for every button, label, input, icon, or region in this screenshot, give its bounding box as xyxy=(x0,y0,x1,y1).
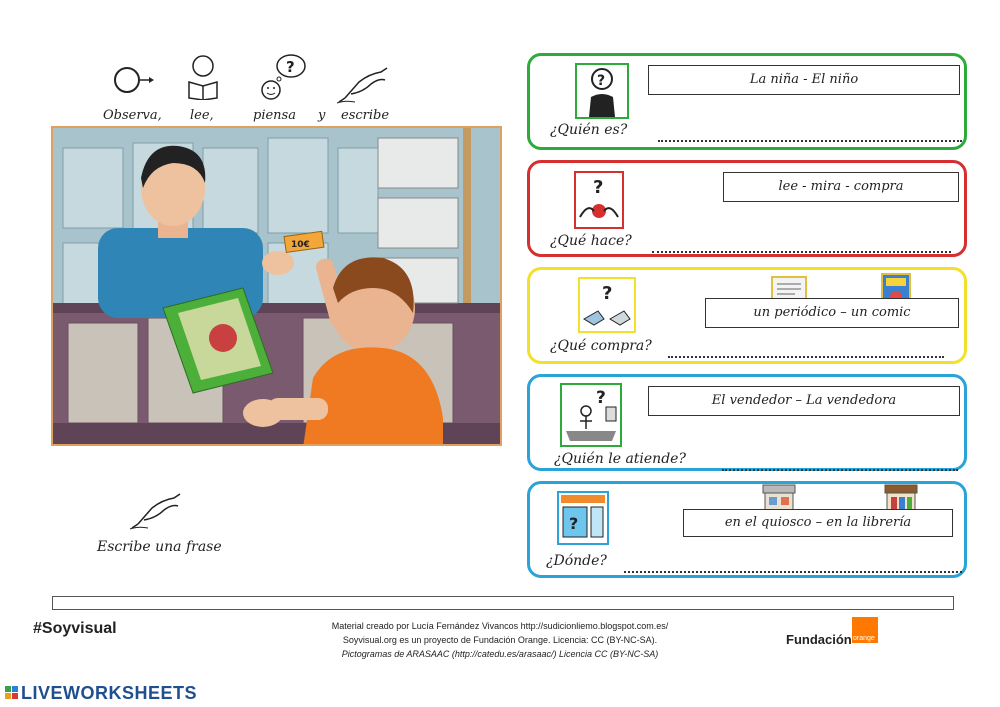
answer-input-what-does[interactable] xyxy=(652,235,951,253)
question-who-serves-label: ¿Quién le atiende? xyxy=(554,451,686,467)
question-where-label: ¿Dónde? xyxy=(546,553,607,569)
question-box-who xyxy=(527,53,967,150)
step-write-label: escribe xyxy=(341,108,390,123)
credit-line-1: Material creado por Lucía Fernández Vivancos http://sudicionliemo.blogspot.com.es/ xyxy=(331,621,669,631)
question-who-label: ¿Quién es? xyxy=(550,122,628,138)
step-read-label: lee, xyxy=(190,108,214,123)
question-what-buys-label: ¿Qué compra? xyxy=(550,338,652,354)
svg-text:?: ? xyxy=(286,58,295,76)
thinking-icon xyxy=(255,50,315,105)
what-does-pictogram xyxy=(574,171,624,229)
who-pictogram xyxy=(575,63,629,119)
answer-input-what-buys[interactable] xyxy=(668,340,944,358)
writing-hand-icon xyxy=(128,488,184,530)
credit-line-2: Soyvisual.org es un proyecto de Fundación Orange. Licencia: CC (BY-NC-SA). xyxy=(342,635,658,645)
question-box-what-buys xyxy=(527,267,967,364)
svg-text:?: ? xyxy=(593,177,604,198)
answer-input-who-serves[interactable] xyxy=(722,453,958,471)
hands-question-icon xyxy=(576,173,622,227)
question-box-where xyxy=(527,481,967,578)
question-box-who-serves xyxy=(527,374,967,471)
orange-logo xyxy=(852,617,878,643)
answer-options-what-does: lee - mira - compra xyxy=(723,172,959,202)
buy-question-icon xyxy=(580,279,634,331)
writing-hand-icon xyxy=(335,62,391,104)
answer-input-where[interactable] xyxy=(624,555,962,573)
seller-question-icon xyxy=(562,385,620,445)
eye-icon xyxy=(107,62,155,98)
step-think-label: piensa xyxy=(253,108,296,123)
question-person-icon xyxy=(577,65,627,117)
svg-text:?: ? xyxy=(569,514,579,533)
reading-icon xyxy=(183,52,223,100)
write-sentence-label: Escribe una frase xyxy=(97,539,222,555)
credits-block xyxy=(300,619,700,661)
step-observe-label: Observa, xyxy=(103,108,162,123)
answer-input-who[interactable] xyxy=(658,124,962,142)
svg-text:?: ? xyxy=(597,73,606,89)
who-serves-pictogram xyxy=(560,383,622,447)
soyvisual-hashtag: #Soyvisual xyxy=(33,620,117,637)
instructions-header xyxy=(95,50,405,130)
orange-logo-text: orange xyxy=(853,635,875,642)
where-pictogram xyxy=(557,491,609,545)
answer-options-where: en el quiosco – en la librería xyxy=(683,509,953,537)
credit-line-3: Pictogramas de ARASAAC (http://catedu.es/arasaac/) Licencia CC (BY-NC-SA) xyxy=(341,649,659,659)
answer-options-who: La niña - El niño xyxy=(648,65,960,95)
price-tag-text: 10€ xyxy=(291,240,310,250)
newsstand-scene-illustration xyxy=(51,126,502,446)
liveworksheets-logo-icon xyxy=(5,686,19,700)
step-and-label: y xyxy=(318,108,326,123)
answer-options-what-buys: un periódico – un comic xyxy=(705,298,959,328)
what-buys-pictogram xyxy=(578,277,636,333)
shop-question-icon xyxy=(559,493,607,543)
scene-drawing xyxy=(53,128,502,446)
question-what-does-label: ¿Qué hace? xyxy=(550,233,632,249)
answer-options-who-serves: El vendedor – La vendedora xyxy=(648,386,960,416)
svg-text:?: ? xyxy=(596,388,606,408)
liveworksheets-brand[interactable]: LIVEWORKSHEETS xyxy=(21,683,198,703)
question-box-what-does xyxy=(527,160,967,257)
sentence-input[interactable] xyxy=(52,596,954,610)
svg-text:?: ? xyxy=(602,283,613,304)
fundacion-label: Fundación xyxy=(786,632,852,647)
